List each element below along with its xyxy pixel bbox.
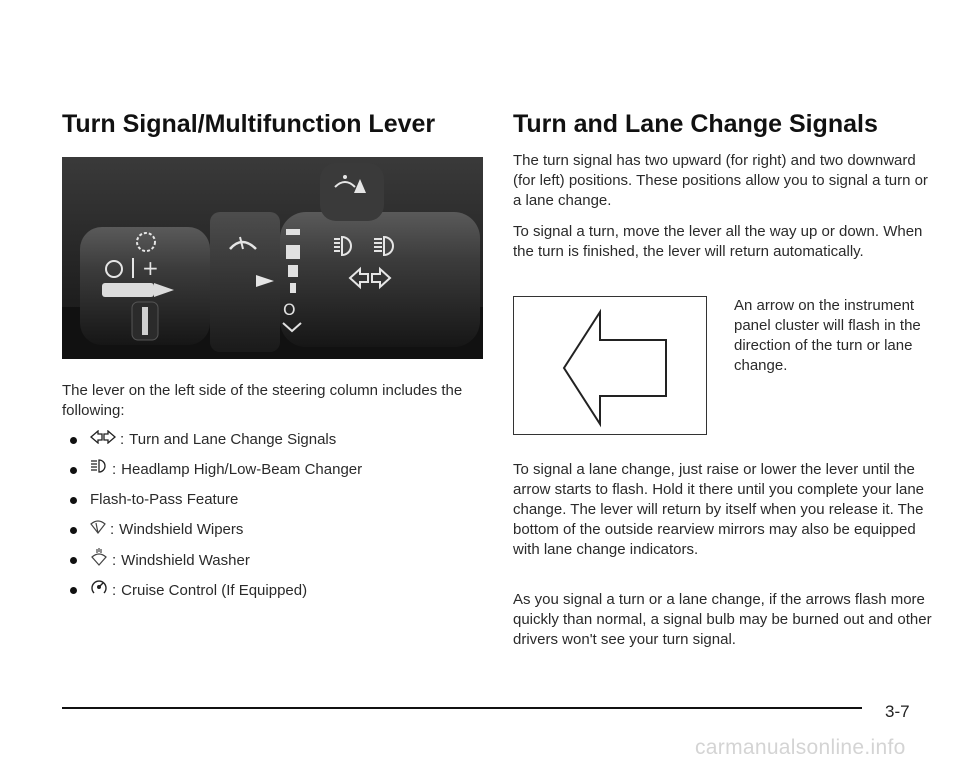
arrow-caption-text: An arrow on the instrument panel cluster will flash in the direction of the turn or lane change. (734, 297, 921, 374)
list-item: : Headlamp High/Low-Beam Changer (70, 458, 362, 488)
bullet-dot (70, 467, 77, 474)
cluster-arrow-figure (513, 296, 707, 435)
bullet-dot (70, 587, 77, 594)
bullet-dot (70, 527, 77, 534)
item-label: Headlamp High/Low-Beam Changer (121, 461, 363, 478)
item-label: Windshield Washer (121, 551, 250, 569)
list-item: : Turn and Lane Change Signals (70, 428, 362, 458)
turn-signal-positions-text: The turn signal has two upward (for right) and two downward (for left) positions. These positions allow you to signal a turn or a lane change. (513, 152, 928, 209)
list-item (70, 488, 362, 518)
bullet-dot (70, 437, 77, 444)
signal-turn-text: To signal a turn, move the lever all the way up or down. When the turn is finished, the lever will return automatically. (513, 223, 923, 260)
cruise-icon (90, 578, 108, 604)
section-heading-left: Turn Signal/Multifunction Lever (62, 110, 436, 138)
lever-feature-list (70, 428, 362, 608)
lever-plus-label: + (142, 256, 159, 280)
lever-zero-label: O (283, 300, 296, 319)
wiper-icon (90, 518, 106, 542)
watermark: carmanualsonline.info (695, 736, 906, 759)
list-item: : Cruise Control (If Equipped) (70, 578, 362, 608)
left-arrow-icon (514, 296, 706, 434)
multifunction-lever-photo (62, 157, 483, 359)
item-label: Cruise Control (If Equipped) (121, 581, 308, 599)
item-label: Flash-to-Pass Feature (90, 491, 239, 508)
bullet-dot (70, 557, 77, 564)
lane-change-text: To signal a lane change, just raise or lower the lever until the arrow starts to flash. Hold it there until you complete your lane change. The lever will return by itself when you release it. The bottom of the outside rearview mirrors may also be equipped with lane change indicators. (513, 461, 925, 558)
bulb-warning-text: As you signal a turn or a lane change, if the arrows flash more quickly than normal, a signal bulb may be burned out and other drivers won't see your turn signal. (513, 591, 932, 648)
footer-rule (62, 707, 862, 709)
item-label: Turn and Lane Change Signals (129, 431, 337, 448)
bullet-dot (70, 497, 77, 504)
headlamp-icon (90, 458, 108, 482)
list-item: : Windshield Washer (70, 548, 362, 578)
list-item: : Windshield Wipers (70, 518, 362, 548)
lever-intro-text: The lever on the left side of the steering column includes the following: (62, 382, 463, 419)
item-label: Windshield Wipers (119, 521, 244, 538)
turn-arrows-icon (90, 428, 116, 452)
washer-icon (90, 548, 108, 574)
page-number: 3-7 (885, 702, 910, 721)
section-heading-right: Turn and Lane Change Signals (513, 110, 878, 138)
